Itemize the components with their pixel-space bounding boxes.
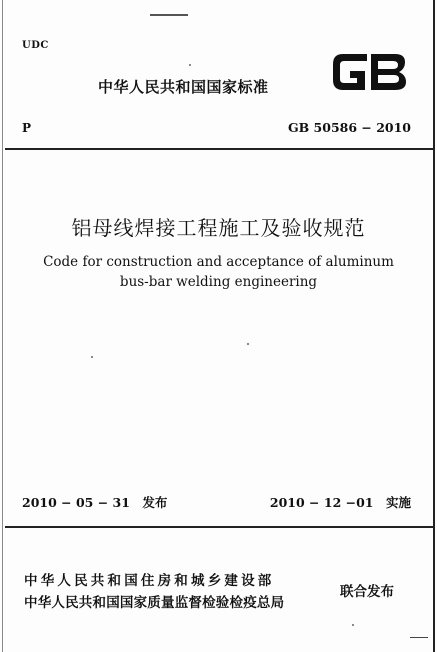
- title-chinese: 铝母线焊接工程施工及验收规范: [71, 216, 366, 240]
- standard-number: GB 50586 − 2010: [287, 120, 411, 135]
- issue-date: 2010 − 05 − 31 发布: [22, 495, 168, 510]
- title-english-line2: bus-bar welding engineering: [119, 274, 318, 290]
- issuer-ministry-housing: 中华人民共和国住房和城乡建设部: [24, 573, 275, 589]
- standard-type: 中华人民共和国国家标准: [98, 78, 269, 96]
- title-english-line1: Code for construction and acceptance of aluminum: [43, 254, 394, 270]
- speck: [189, 64, 191, 66]
- speck: [247, 343, 249, 345]
- scan-mark: [150, 14, 188, 16]
- classification-code: P: [22, 121, 32, 135]
- bottom-rule: [5, 526, 433, 528]
- scan-mark: [410, 637, 428, 638]
- gb-logo: [329, 50, 409, 94]
- issuer-aqsiq: 中华人民共和国国家质量监督检验检疫总局: [24, 595, 285, 611]
- top-rule: [5, 148, 433, 150]
- speck: [91, 356, 93, 358]
- joint-release-label: 联合发布: [340, 584, 394, 600]
- left-border: [2, 0, 3, 652]
- gb-logo-text: GB: [369, 94, 371, 95]
- implementation-date: 2010 − 12 −01 实施: [269, 495, 411, 510]
- speck: [352, 624, 354, 626]
- right-border: [433, 0, 435, 652]
- udc-label: UDC: [22, 40, 49, 51]
